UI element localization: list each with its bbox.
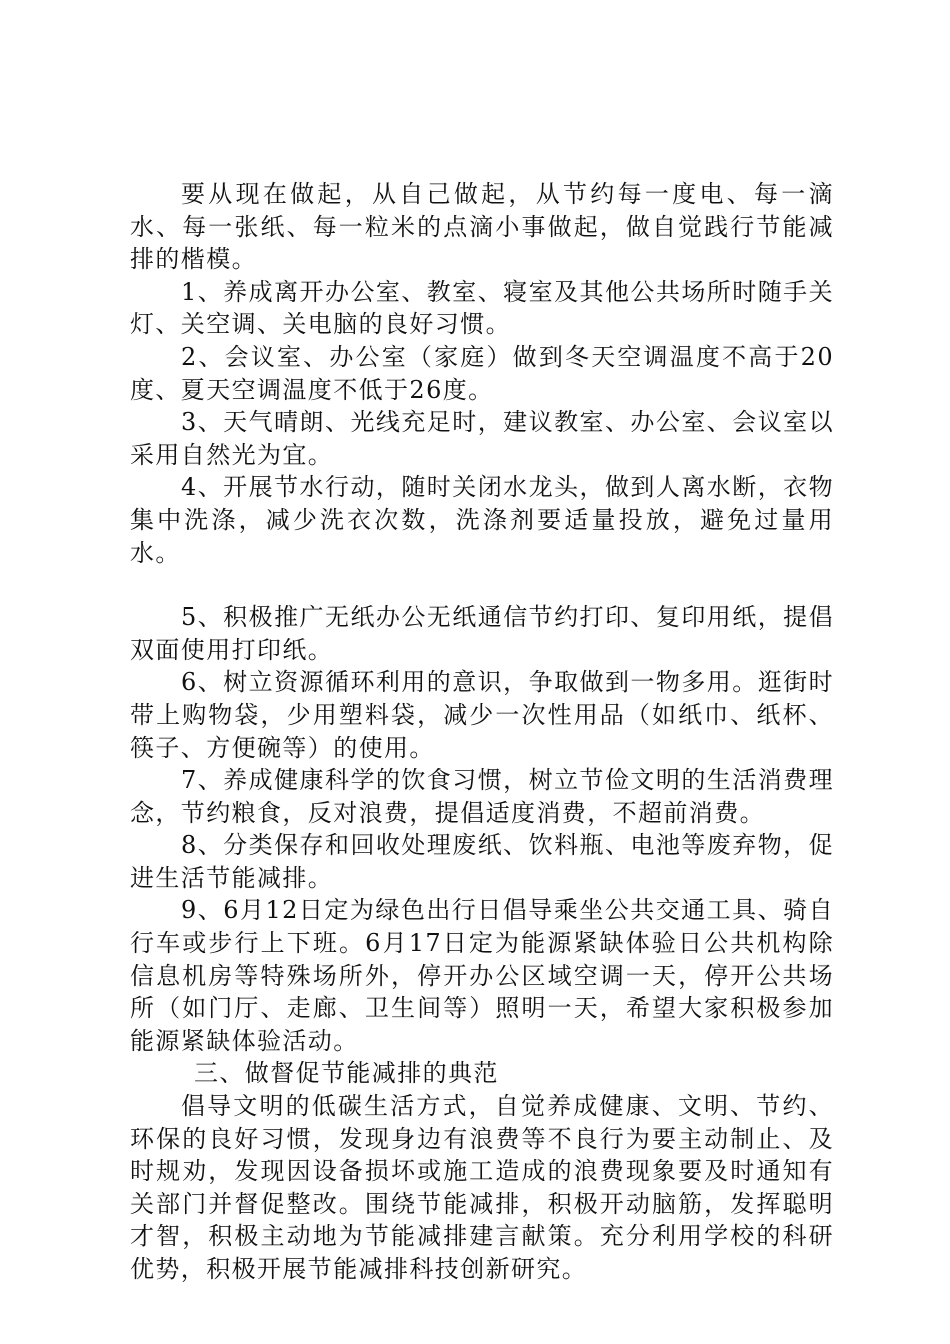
paragraph-item-6: 6、树立资源循环利用的意识，争取做到一物多用。逛街时带上购物袋，少用塑料袋，减少一次性用品（如纸巾、纸杯、筷子、方便碗等）的使用。 bbox=[130, 668, 834, 762]
paragraph-item-9: 9、6月12日定为绿色出行日倡导乘坐公共交通工具、骑自行车或步行上下班。6月17日定为能源紧缺体验日公共机构除信息机房等特殊场所外，停开办公区域空调一天，停开公共场所（如门厅、走廊、卫生间等）照明一天，希望大家积极参加能源紧缺体验活动。 bbox=[130, 896, 834, 1055]
paragraph-closing: 倡导文明的低碳生活方式，自觉养成健康、文明、节约、环保的良好习惯，发现身边有浪费等不良行为要主动制止、及时规劝，发现因设备损坏或施工造成的浪费现象要及时通知有关部门并督促整改。围绕节能减排，积极开动脑筋，发挥聪明才智，积极主动地为节能减排建言献策。充分利用学校的科研优势，积极开展节能减排科技创新研究。 bbox=[130, 1092, 834, 1283]
section-heading: 三、做督促节能减排的典范 bbox=[194, 1059, 499, 1088]
paragraph-item-4: 4、开展节水行动，随时关闭水龙头，做到人离水断，衣物集中洗涤，减少洗衣次数，洗涤剂要适量投放，避免过量用水。 bbox=[130, 473, 834, 567]
paragraph-item-2: 2、会议室、办公室（家庭）做到冬天空调温度不高于20度、夏天空调温度不低于26度。 bbox=[130, 342, 834, 404]
paragraph-intro: 要从现在做起，从自己做起，从节约每一度电、每一滴水、每一张纸、每一粒米的点滴小事做起，做自觉践行节能减排的楷模。 bbox=[130, 180, 834, 274]
document-body bbox=[130, 178, 834, 1286]
paragraph-item-5: 5、积极推广无纸办公无纸通信节约打印、复印用纸，提倡双面使用打印纸。 bbox=[130, 603, 834, 664]
paragraph-item-8: 8、分类保存和回收处理废纸、饮料瓶、电池等废弃物，促进生活节能减排。 bbox=[130, 831, 834, 892]
paragraph-item-1: 1、养成离开办公室、教室、寝室及其他公共场所时随手关灯、关空调、关电脑的良好习惯。 bbox=[130, 277, 834, 339]
paragraph-item-7: 7、养成健康科学的饮食习惯，树立节俭文明的生活消费理念，节约粮食，反对浪费，提倡适度消费，不超前消费。 bbox=[130, 766, 834, 827]
paragraph-item-3: 3、天气晴朗、光线充足时，建议教室、办公室、会议室以采用自然光为宜。 bbox=[130, 408, 834, 469]
